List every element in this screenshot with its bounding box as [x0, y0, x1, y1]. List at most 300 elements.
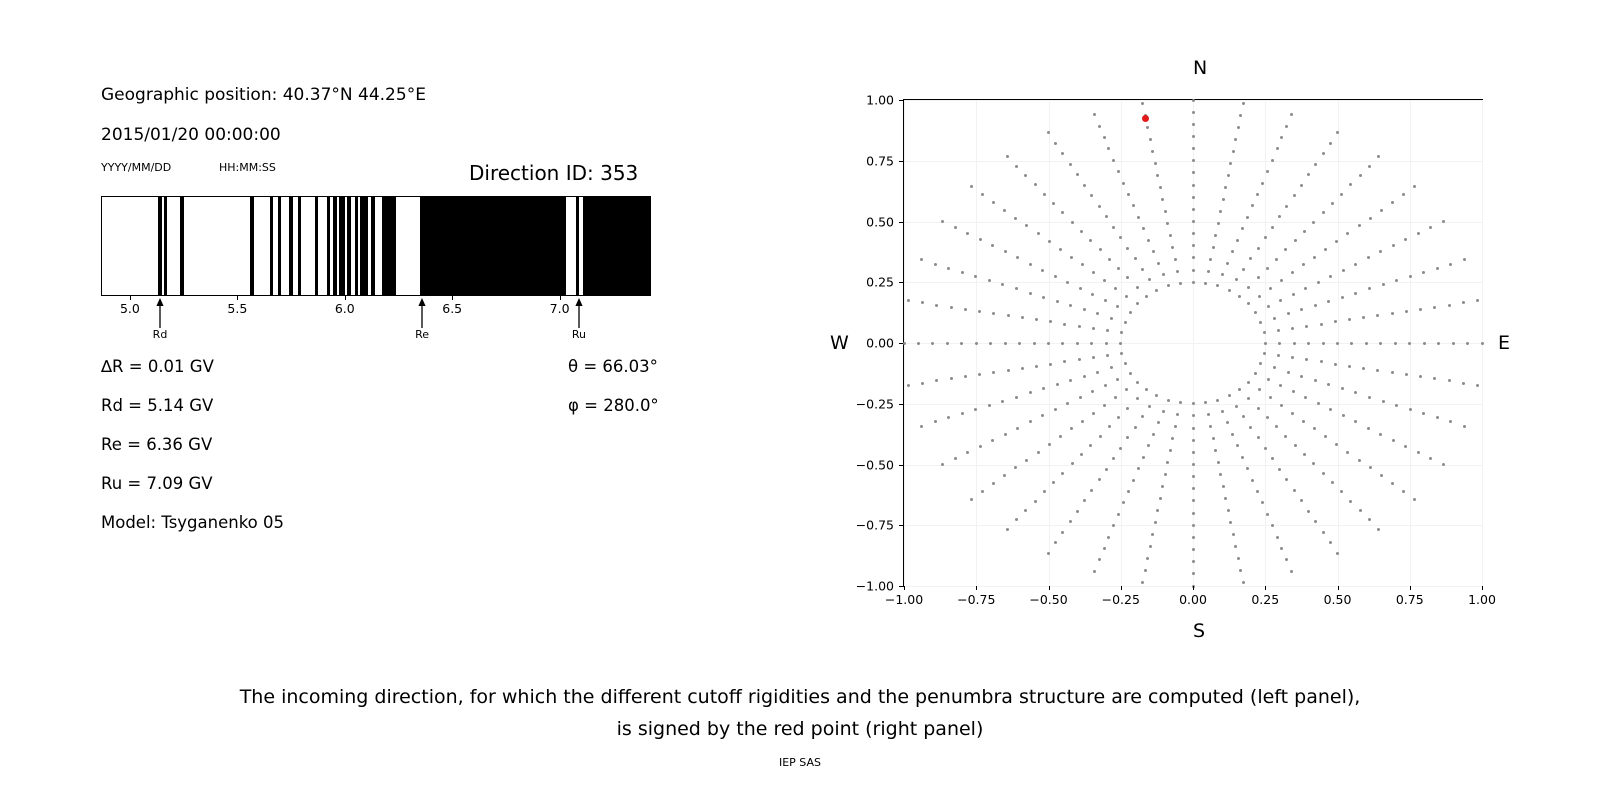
rigidity-marker-label: Re	[415, 328, 430, 341]
penumbra-band	[382, 197, 396, 295]
direction-point	[1069, 520, 1072, 523]
direction-point	[1433, 306, 1436, 309]
direction-point	[1312, 221, 1315, 224]
direction-point	[1377, 528, 1380, 531]
direction-point	[1300, 499, 1303, 502]
x-axis-tickmark	[1410, 586, 1411, 590]
compass-east-label: E	[1498, 332, 1511, 354]
direction-point	[1276, 147, 1279, 150]
direction-point	[1329, 275, 1332, 278]
direction-point	[1092, 271, 1095, 274]
direction-point	[1142, 227, 1145, 230]
direction-point	[1238, 295, 1241, 298]
direction-point	[947, 267, 950, 270]
direction-point	[1099, 248, 1102, 251]
y-axis-tick-label: −0.75	[855, 517, 894, 533]
direction-point	[1054, 408, 1057, 411]
direction-point	[1156, 509, 1159, 512]
direction-point	[1259, 362, 1262, 365]
direction-point	[1004, 250, 1007, 253]
direction-point	[1317, 402, 1320, 405]
direction-point	[1437, 342, 1440, 345]
direction-point	[917, 342, 920, 345]
direction-point	[981, 193, 984, 196]
direction-point	[1148, 278, 1151, 281]
direction-point	[1069, 163, 1072, 166]
x-axis-tickmark	[1121, 586, 1122, 590]
x-axis-tickmark	[1482, 586, 1483, 590]
direction-point	[947, 416, 950, 419]
direction-point	[1358, 224, 1361, 227]
direction-point	[1016, 256, 1019, 259]
y-axis-tick-label: −0.50	[855, 457, 894, 472]
direction-point	[1365, 342, 1368, 345]
direction-point	[1354, 263, 1357, 266]
direction-point	[1284, 248, 1287, 251]
direction-point	[1221, 273, 1224, 276]
direction-point	[1349, 183, 1352, 186]
direction-point	[992, 482, 995, 485]
direction-point	[1340, 193, 1343, 196]
direction-point	[1246, 467, 1249, 470]
direction-point	[1071, 221, 1074, 224]
x-axis-tick-label: 0.25	[1251, 592, 1280, 607]
direction-point	[1277, 354, 1280, 357]
direction-point	[1422, 271, 1425, 274]
direction-point	[1098, 205, 1101, 208]
direction-point	[1192, 487, 1195, 490]
direction-point	[1192, 135, 1195, 138]
direction-point	[1273, 317, 1276, 320]
direction-point	[1091, 293, 1094, 296]
direction-point	[1448, 304, 1451, 307]
direction-point	[1141, 268, 1144, 271]
direction-point	[1300, 308, 1303, 311]
direction-point	[1134, 257, 1137, 260]
direction-point	[964, 375, 967, 378]
direction-scatter-plot	[903, 99, 1483, 587]
direction-point	[1141, 581, 1144, 584]
direction-point	[1192, 147, 1195, 150]
direction-point	[1052, 202, 1055, 205]
direction-point	[1336, 342, 1339, 345]
direction-point	[1029, 263, 1032, 266]
direction-point	[1103, 547, 1106, 550]
direction-point	[1079, 396, 1082, 399]
direction-point	[1054, 142, 1057, 145]
direction-point	[1342, 269, 1345, 272]
direction-point	[1476, 384, 1479, 387]
direction-point	[978, 310, 981, 313]
y-axis-tickmark	[899, 343, 903, 344]
direction-point	[1207, 270, 1210, 273]
direction-point	[1192, 159, 1195, 162]
direction-point	[1089, 239, 1092, 242]
x-axis-tick-label: 0.00	[1179, 592, 1207, 607]
direction-point	[1231, 433, 1234, 436]
direction-point	[1292, 390, 1295, 393]
direction-point	[1354, 420, 1357, 423]
direction-point	[1278, 342, 1281, 345]
direction-point	[1242, 415, 1245, 418]
direction-point	[1247, 286, 1250, 289]
direction-point	[970, 185, 973, 188]
direction-point	[1324, 248, 1327, 251]
stat-model: Model: Tsyganenko 05	[101, 513, 285, 532]
direction-point	[1413, 185, 1416, 188]
direction-point	[1105, 342, 1108, 345]
direction-point	[970, 498, 973, 501]
direction-point	[1092, 412, 1095, 415]
direction-point	[1238, 388, 1241, 391]
direction-point	[1241, 456, 1244, 459]
direction-point	[1234, 545, 1237, 548]
y-axis-tick-label: 0.25	[866, 274, 894, 290]
direction-point	[1227, 509, 1230, 512]
direction-point	[1176, 270, 1179, 273]
direction-point	[1024, 174, 1027, 177]
direction-point	[1092, 356, 1095, 359]
direction-point	[1070, 427, 1073, 430]
direction-point	[1147, 444, 1150, 447]
direction-point	[1236, 239, 1239, 242]
direction-point	[1174, 425, 1177, 428]
direction-point	[1192, 220, 1195, 223]
direction-point	[1266, 170, 1269, 173]
rigidity-marker-label: Rd	[152, 328, 168, 341]
direction-point	[1136, 381, 1139, 384]
direction-point	[1379, 433, 1382, 436]
penumbra-band	[347, 197, 350, 295]
direction-point	[941, 220, 944, 223]
direction-point	[1280, 404, 1283, 407]
direction-point	[1247, 302, 1250, 305]
direction-point	[1320, 360, 1323, 363]
direction-point	[1192, 548, 1195, 551]
direction-point	[1258, 295, 1261, 298]
direction-point	[1212, 246, 1215, 249]
direction-point	[1254, 372, 1257, 375]
direction-point	[1404, 238, 1407, 241]
direction-point	[1004, 342, 1007, 345]
direction-point	[1164, 210, 1167, 213]
direction-point	[1192, 439, 1195, 442]
direction-point	[1264, 342, 1267, 345]
penumbra-band	[339, 197, 344, 295]
direction-point	[1134, 426, 1137, 429]
direction-point	[1417, 451, 1420, 454]
direction-point	[1379, 250, 1382, 253]
direction-point	[1331, 481, 1334, 484]
direction-point	[1059, 248, 1062, 251]
direction-point	[1293, 489, 1296, 492]
direction-point	[1083, 308, 1086, 311]
direction-point	[1029, 292, 1032, 295]
direction-point	[1066, 281, 1069, 284]
direction-point	[1063, 360, 1066, 363]
direction-point	[1061, 342, 1064, 345]
direction-point	[1003, 474, 1006, 477]
direction-point	[1392, 439, 1395, 442]
direction-point	[1324, 435, 1327, 438]
direction-point	[1231, 250, 1234, 253]
y-axis-tick-label: −1.00	[855, 578, 894, 594]
direction-point	[1021, 367, 1024, 370]
direction-point	[1241, 227, 1244, 230]
direction-point	[1340, 490, 1343, 493]
direction-point	[1161, 198, 1164, 201]
direction-point	[1015, 396, 1018, 399]
penumbra-axis-tick-label: 6.0	[334, 301, 355, 316]
direction-point	[1408, 342, 1411, 345]
stat-delta-r: ∆R = 0.01 GV	[101, 357, 214, 376]
direction-point	[1261, 501, 1264, 504]
direction-point	[1391, 371, 1394, 374]
penumbra-band	[333, 197, 336, 295]
direction-point	[1466, 342, 1469, 345]
direction-point	[1152, 433, 1155, 436]
direction-point	[1080, 230, 1083, 233]
direction-point	[1212, 437, 1215, 440]
direction-point	[1258, 388, 1261, 391]
direction-point	[1322, 342, 1325, 345]
direction-point	[1226, 421, 1229, 424]
direction-point	[1164, 473, 1167, 476]
direction-point	[1251, 479, 1254, 482]
direction-point	[1076, 173, 1079, 176]
direction-point	[1096, 312, 1099, 315]
direction-point	[1419, 375, 1422, 378]
direction-point	[1083, 499, 1086, 502]
direction-point	[1322, 211, 1325, 214]
direction-point	[1106, 329, 1109, 332]
direction-point	[1239, 114, 1242, 117]
direction-point	[1402, 193, 1405, 196]
direction-point	[1114, 287, 1117, 290]
x-axis-tickmark	[1049, 586, 1050, 590]
direction-point	[1232, 533, 1235, 536]
penumbra-band	[583, 197, 651, 295]
direction-point	[1080, 453, 1083, 456]
direction-point	[1126, 407, 1129, 410]
compass-west-label: W	[830, 332, 849, 354]
direction-point	[1285, 478, 1288, 481]
direction-point	[1049, 363, 1052, 366]
time-format-hint: HH:MM:SS	[219, 161, 276, 174]
direction-point	[1394, 342, 1397, 345]
direction-point	[1105, 468, 1108, 471]
direction-point	[978, 373, 981, 376]
direction-point	[1192, 463, 1195, 466]
direction-point	[1147, 239, 1150, 242]
direction-point	[1041, 414, 1044, 417]
direction-point	[1126, 276, 1129, 279]
direction-point	[1219, 473, 1222, 476]
direction-point	[1155, 289, 1158, 292]
direction-point	[1145, 388, 1148, 391]
direction-point	[1279, 384, 1282, 387]
direction-point	[1103, 136, 1106, 139]
right-panel	[820, 0, 1600, 660]
direction-point	[1452, 342, 1455, 345]
direction-point	[1275, 258, 1278, 261]
direction-point	[1379, 342, 1382, 345]
direction-point	[1232, 150, 1235, 153]
direction-point	[1314, 379, 1317, 382]
direction-point	[1108, 425, 1111, 428]
direction-point	[1222, 485, 1225, 488]
direction-point	[1237, 126, 1240, 129]
direction-point	[1290, 570, 1293, 573]
direction-point	[954, 457, 957, 460]
direction-point	[1322, 531, 1325, 534]
direction-point	[1224, 186, 1227, 189]
x-axis-tick-label: −0.25	[1101, 592, 1140, 607]
direction-point	[1368, 165, 1371, 168]
direction-point	[1433, 377, 1436, 380]
direction-point	[1192, 99, 1195, 102]
direction-point	[1006, 528, 1009, 531]
direction-point	[1239, 569, 1242, 572]
caption-line-1: The incoming direction, for which the different cutoff rigidities and the penumbra structure are computed (left panel),	[239, 686, 1361, 708]
direction-point	[988, 279, 991, 282]
direction-point	[1004, 433, 1007, 436]
direction-point	[1151, 150, 1154, 153]
direction-point	[1463, 258, 1466, 261]
direction-point	[1275, 425, 1278, 428]
y-axis-tickmark	[899, 586, 903, 587]
x-axis-tickmark	[976, 586, 977, 590]
y-axis-tickmark	[899, 222, 903, 223]
direction-point	[1174, 258, 1177, 261]
direction-point	[1061, 531, 1064, 534]
direction-point	[1127, 193, 1130, 196]
direction-point	[1029, 420, 1032, 423]
direction-point	[1267, 378, 1270, 381]
direction-point	[1116, 305, 1119, 308]
direction-point	[1293, 194, 1296, 197]
direction-point	[1269, 287, 1272, 290]
direction-point	[1018, 342, 1021, 345]
x-axis-tick-label: −1.00	[884, 592, 924, 607]
direction-point	[1098, 558, 1101, 561]
direction-point	[1192, 512, 1195, 515]
penumbra-band	[180, 197, 184, 295]
direction-point	[1049, 320, 1052, 323]
direction-point	[1242, 581, 1245, 584]
direction-point	[1336, 552, 1339, 555]
direction-point	[1192, 414, 1195, 417]
direction-point	[1192, 475, 1195, 478]
penumbra-axis-tick	[237, 296, 238, 300]
direction-point	[1346, 232, 1349, 235]
direction-point	[1141, 102, 1144, 105]
direction-point	[1192, 232, 1195, 235]
direction-point	[1409, 275, 1412, 278]
direction-point	[1015, 518, 1018, 521]
penumbra-band	[576, 197, 580, 295]
direction-point	[1056, 383, 1059, 386]
direction-point	[1119, 342, 1122, 345]
direction-point	[1228, 289, 1231, 292]
direction-point	[1127, 490, 1130, 493]
direction-point	[1329, 408, 1332, 411]
direction-point	[1176, 413, 1179, 416]
direction-point	[1391, 312, 1394, 315]
direction-point	[1047, 552, 1050, 555]
penumbra-axis-tick	[130, 296, 131, 300]
penumbra-axis-tick-label: 7.0	[549, 301, 570, 316]
direction-point	[1369, 217, 1372, 220]
direction-point	[1237, 557, 1240, 560]
direction-point	[1001, 400, 1004, 403]
direction-point	[1154, 521, 1157, 524]
y-axis-tickmark	[899, 525, 903, 526]
direction-point	[1107, 536, 1110, 539]
direction-point	[1291, 412, 1294, 415]
direction-point	[1271, 457, 1274, 460]
direction-point	[1285, 125, 1288, 128]
direction-point	[1122, 501, 1125, 504]
penumbra-band	[289, 197, 293, 295]
direction-point	[1222, 198, 1225, 201]
direction-point	[1226, 262, 1229, 265]
direction-point	[1257, 247, 1260, 250]
direction-point	[1382, 283, 1385, 286]
x-axis-tick-label: 1.00	[1468, 592, 1496, 607]
direction-point	[1083, 375, 1086, 378]
direction-point	[1171, 437, 1174, 440]
direction-point	[907, 299, 910, 302]
x-axis-tick-label: 0.75	[1395, 592, 1424, 607]
direction-point	[1192, 208, 1195, 211]
direction-point	[1083, 184, 1086, 187]
direction-point	[1192, 402, 1195, 405]
compass-north-label: N	[1193, 57, 1208, 79]
y-axis-tick-label: 0.75	[866, 153, 894, 169]
direction-point	[1229, 521, 1232, 524]
direction-point	[1303, 453, 1306, 456]
direction-point	[1157, 262, 1160, 265]
direction-point	[1419, 308, 1422, 311]
direction-point	[1209, 425, 1212, 428]
direction-point	[954, 226, 957, 229]
stat-ru: Ru = 7.09 GV	[101, 474, 213, 493]
direction-point	[1395, 404, 1398, 407]
direction-point	[1015, 287, 1018, 290]
direction-point	[1294, 444, 1297, 447]
direction-point	[1278, 468, 1281, 471]
direction-point	[1224, 497, 1227, 500]
direction-point	[1024, 509, 1027, 512]
direction-point	[1367, 427, 1370, 430]
direction-point	[1280, 136, 1283, 139]
direction-point	[1313, 256, 1316, 259]
penumbra-chart	[101, 196, 651, 296]
direction-point	[1423, 342, 1426, 345]
direction-point	[1261, 182, 1264, 185]
direction-point	[1405, 373, 1408, 376]
direction-point	[1436, 267, 1439, 270]
direction-point	[1034, 183, 1037, 186]
direction-point	[1124, 362, 1127, 365]
direction-point	[950, 377, 953, 380]
direction-point	[1025, 459, 1028, 462]
direction-point	[1132, 479, 1135, 482]
direction-point	[1362, 367, 1365, 370]
direction-point	[1037, 232, 1040, 235]
x-axis-tick-label: −0.75	[957, 592, 996, 607]
